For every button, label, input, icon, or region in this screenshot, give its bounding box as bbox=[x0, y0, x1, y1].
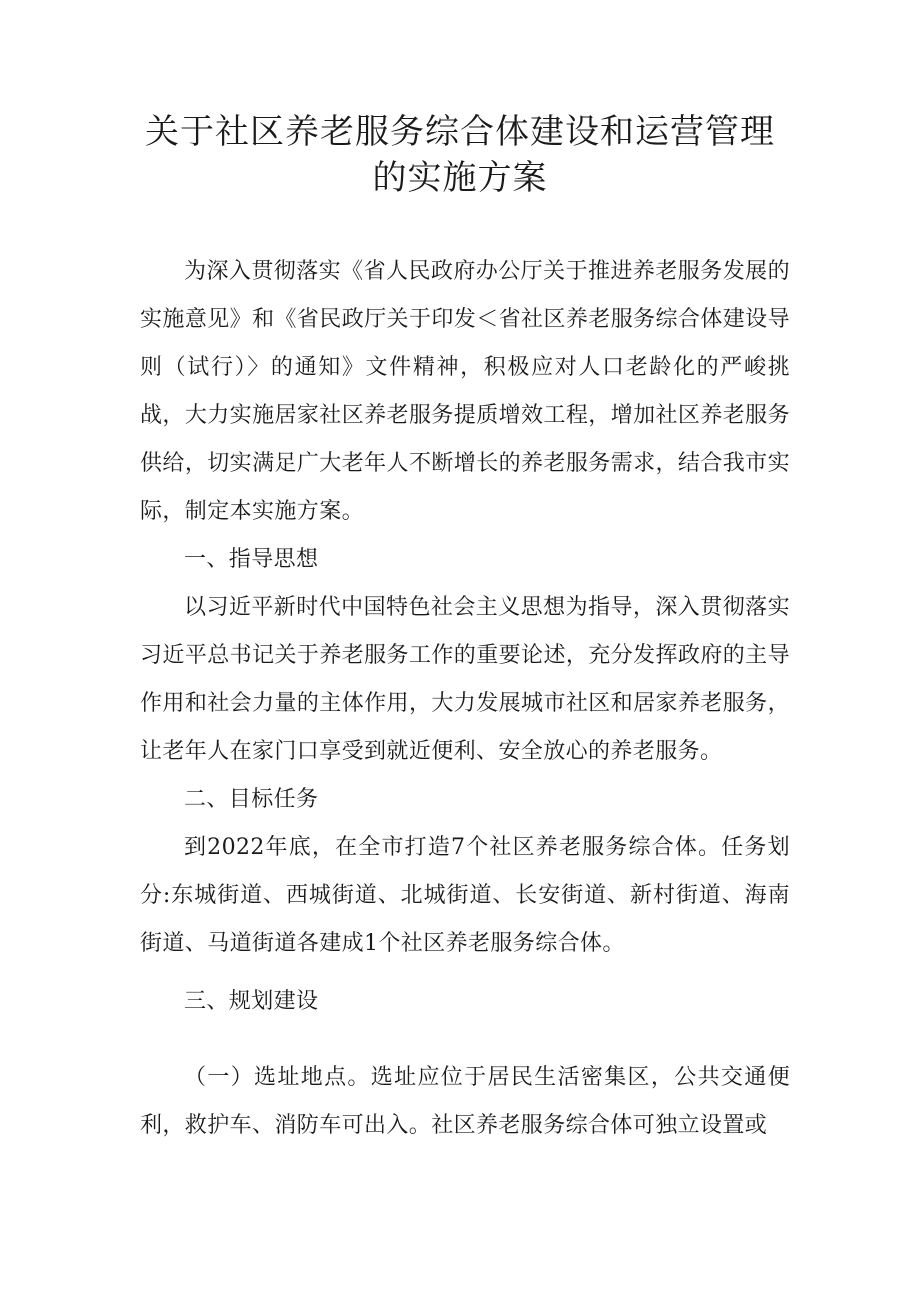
section-3-sub-1-paragraph: （一）选址地点。选址应位于居民生活密集区，公共交通便利，救护车、消防车可出入。社区养老服务综合体可独立设置或 bbox=[140, 1065, 790, 1138]
section-3-heading: 三、规划建设 bbox=[184, 989, 319, 1014]
section-1-block bbox=[140, 584, 790, 776]
section-3-sub-1-block bbox=[140, 1054, 790, 1150]
section-1-heading: 一、指导思想 bbox=[184, 547, 319, 572]
section-2-heading-block bbox=[140, 776, 790, 824]
section-2-paragraph: 到2022年底，在全市打造7个社区养老服务综合体。任务划分:东城街道、西城街道、北城街道、长安街道、新村街道、海南街道、马道街道各建成1个社区养老服务综合体。 bbox=[140, 835, 790, 956]
section-2-heading: 二、目标任务 bbox=[184, 787, 319, 812]
intro-block bbox=[140, 248, 790, 536]
section-1-paragraph: 以习近平新时代中国特色社会主义思想为指导，深入贯彻落实习近平总书记关于养老服务工作的重要论述，充分发挥政府的主导作用和社会力量的主体作用，大力发展城市社区和居家养老服务，让老年人在家门口享受到就近便利、安全放心的养老服务。 bbox=[140, 595, 790, 764]
intro-paragraph: 为深入贯彻落实《省人民政府办公厅关于推进养老服务发展的实施意见》和《省民政厅关于印发＜省社区养老服务综合体建设导则（试行）〉的通知》文件精神，积极应对人口老龄化的严峻挑战，大力实施居家社区养老服务提质增效工程，增加社区养老服务供给，切实满足广大老年人不断增长的养老服务需求，结合我市实际，制定本实施方案。 bbox=[140, 259, 790, 524]
section-2-block bbox=[140, 824, 790, 968]
section-3-heading-block bbox=[140, 978, 790, 1026]
document-title-line-1: 关于社区养老服务综合体建设和运营管理 bbox=[145, 112, 775, 152]
section-1-heading-block bbox=[140, 536, 790, 584]
document-title-line-2: 的实施方案 bbox=[372, 158, 548, 198]
